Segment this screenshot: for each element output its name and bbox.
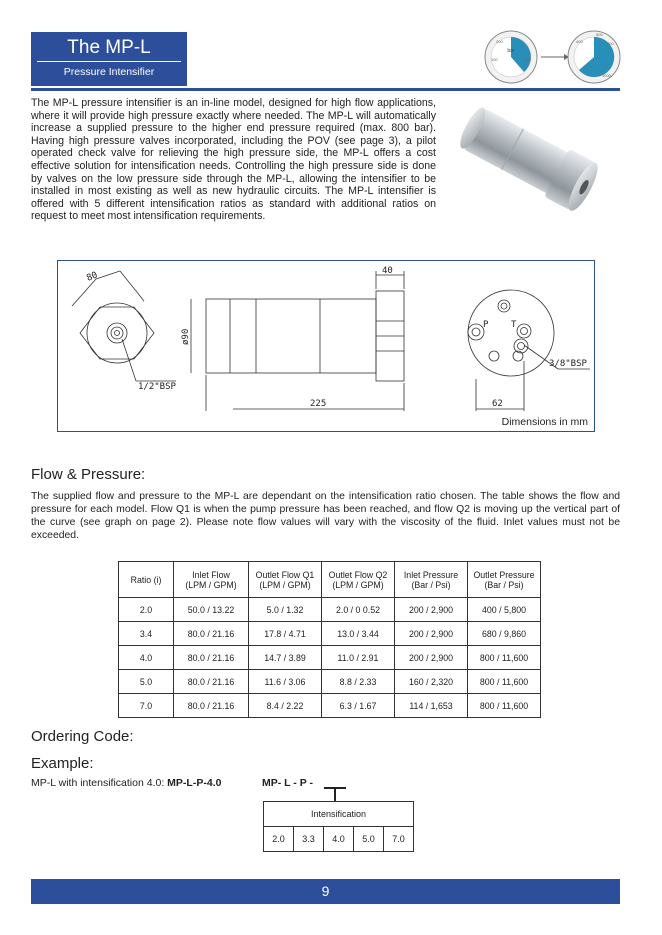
dim-90-label: ø90 [181, 328, 191, 345]
gauge-low-tick: 100 [491, 57, 498, 62]
cell-outlet-q2: 2.0 / 0 0.52 [322, 598, 395, 622]
cell-inlet-pressure: 200 / 2,900 [395, 598, 468, 622]
cell-ratio: 7.0 [119, 694, 174, 718]
cell-outlet-pressure: 800 / 11,600 [468, 646, 541, 670]
header-unit: (LPM / GPM) [332, 579, 384, 590]
header-unit: (LPM / GPM) [259, 579, 311, 590]
option-cell: 2.0 [264, 827, 294, 852]
cell-inlet-pressure: 200 / 2,900 [395, 646, 468, 670]
port-left-label: 1/2"BSP [138, 382, 176, 392]
cell-outlet-q2: 13.0 / 3.44 [322, 622, 395, 646]
table-row [119, 694, 541, 718]
cell-outlet-q2: 6.3 / 1.67 [322, 694, 395, 718]
gauge-high-tick: 700 [607, 41, 614, 46]
intensifier-photo [455, 100, 615, 220]
option-cell: 5.0 [354, 827, 384, 852]
cell-outlet-q2: 11.0 / 2.91 [322, 646, 395, 670]
header-rule [31, 88, 620, 91]
cell-outlet-q1: 11.6 / 3.06 [249, 670, 322, 694]
cell-ratio: 5.0 [119, 670, 174, 694]
cell-outlet-q1: 8.4 / 2.22 [249, 694, 322, 718]
option-cell: 4.0 [324, 827, 354, 852]
gauge-high [568, 31, 620, 83]
header-text: Outlet Flow Q1 [255, 569, 315, 580]
gauge-high-tick: 400 [576, 39, 583, 44]
ordering-heading: Ordering Code: [31, 728, 134, 745]
example-code: MP-L-P-4.0 [167, 777, 222, 789]
dimension-drawing [57, 260, 595, 432]
dim-62-label: 62 [492, 399, 503, 409]
header-text: Inlet Flow [192, 569, 230, 580]
cell-inlet-flow: 80.0 / 21.16 [174, 646, 249, 670]
header-unit: (LPM / GPM) [185, 579, 237, 590]
header-unit: (Bar / Psi) [411, 579, 451, 590]
page-title: The MP-L [67, 37, 151, 58]
dimensions-caption: Dimensions in mm [501, 416, 588, 428]
ordering-options-row [264, 827, 414, 852]
header-outlet-flow-q2 [322, 562, 395, 598]
ordering-header: Intensification [264, 802, 414, 827]
port-right-label: 3/8"BSP [549, 359, 587, 369]
gauge-low [485, 31, 537, 83]
flow-paragraph: The supplied flow and pressure to the MP-L are dependant on the intensification ratio chosen. The table shows the flow and pressure for each model. Flow Q1 is when the pump pressure has been reached, and flow Q2 is moving up the vertical part of the curve (see graph on page 2). Please note flow values will vary with the viscosity of the fluid. Inlet values must not be exceeded. [31, 491, 620, 541]
title-block [31, 32, 187, 86]
example-line [31, 777, 221, 789]
option-cell: 7.0 [384, 827, 414, 852]
example-heading: Example: [31, 755, 94, 772]
drawing-canvas [58, 261, 594, 431]
dim-80-label: 80 [85, 270, 100, 284]
cell-outlet-pressure: 800 / 11,600 [468, 670, 541, 694]
gauge-high-tick: 1000 [602, 73, 611, 78]
code-label: MP- L - P - [262, 777, 313, 789]
gauge-high-tick: 500 [596, 32, 603, 37]
table-row [119, 622, 541, 646]
port-p-label: P [483, 320, 489, 330]
dim-225-label: 225 [310, 399, 327, 409]
cell-inlet-flow: 80.0 / 21.16 [174, 622, 249, 646]
header-unit: (Bar / Psi) [484, 579, 524, 590]
cell-outlet-q1: 5.0 / 1.32 [249, 598, 322, 622]
cell-outlet-pressure: 680 / 9,860 [468, 622, 541, 646]
cell-outlet-pressure: 400 / 5,800 [468, 598, 541, 622]
example-prefix: MP-L with intensification 4.0: [31, 777, 168, 789]
header-inlet-pressure [395, 562, 468, 598]
page-number: 9 [321, 883, 330, 899]
pressure-gauges-icon [484, 27, 622, 87]
header-ratio [119, 562, 174, 598]
option-cell: 3.3 [294, 827, 324, 852]
port-t-label: T [511, 320, 517, 330]
intro-paragraph: The MP-L pressure intensifier is an in-line model, designed for high flow applications, where it will provide high pressure exactly where needed. The MP-L will automatically increase a supplied pressure to the higher end pressure required (max. 800 bar). Having high pressure valves incorporated, including the POV (see page 3), a pilot operated check valve for relieving the high pressure side, the MP-L offers a cost effective solution for intensification needs. Controlling the high pressure side is done by valves on the low pressure side through the MP-L, allowing the intensifier to be installed in most existing as well as new hydraulic circuits. The MP-L intensifier is offered with 5 different intensification ratios as standard with additional ratios on request to meet most intensification requirements. [31, 97, 436, 223]
cell-outlet-q1: 14.7 / 3.89 [249, 646, 322, 670]
cell-ratio: 3.4 [119, 622, 174, 646]
flow-table [118, 561, 541, 718]
flow-table-header-row [119, 562, 541, 598]
gauge-low-tick: 200 [496, 39, 503, 44]
cell-inlet-pressure: 160 / 2,320 [395, 670, 468, 694]
cell-outlet-q2: 8.8 / 2.33 [322, 670, 395, 694]
cell-inlet-flow: 80.0 / 21.16 [174, 694, 249, 718]
table-row [119, 598, 541, 622]
header-text: Outlet Pressure [473, 569, 535, 580]
header-inlet-flow [174, 562, 249, 598]
cell-outlet-q1: 17.8 / 4.71 [249, 622, 322, 646]
table-row [119, 646, 541, 670]
ordering-header-row [264, 802, 414, 827]
cell-inlet-flow: 80.0 / 21.16 [174, 670, 249, 694]
table-row [119, 670, 541, 694]
cell-outlet-pressure: 800 / 11,600 [468, 694, 541, 718]
ordering-table [263, 801, 414, 852]
gauge-low-unit: bar [507, 48, 515, 54]
header-outlet-flow-q1 [249, 562, 322, 598]
flow-heading: Flow & Pressure: [31, 466, 146, 483]
page-footer [31, 879, 620, 904]
header-outlet-pressure [468, 562, 541, 598]
header-text: Inlet Pressure [403, 569, 459, 580]
page-subtitle: Pressure Intensifier [63, 66, 155, 78]
cell-ratio: 4.0 [119, 646, 174, 670]
cell-inlet-flow: 50.0 / 13.22 [174, 598, 249, 622]
dim-40-label: 40 [382, 266, 393, 276]
code-bracket-stem [334, 787, 336, 802]
header-text: Ratio (i) [130, 574, 162, 585]
cell-inlet-pressure: 200 / 2,900 [395, 622, 468, 646]
cell-ratio: 2.0 [119, 598, 174, 622]
cell-inlet-pressure: 114 / 1,653 [395, 694, 468, 718]
gauge-low-tick: 300 [524, 57, 531, 62]
header-text: Outlet Flow Q2 [328, 569, 388, 580]
title-divider [37, 61, 181, 62]
